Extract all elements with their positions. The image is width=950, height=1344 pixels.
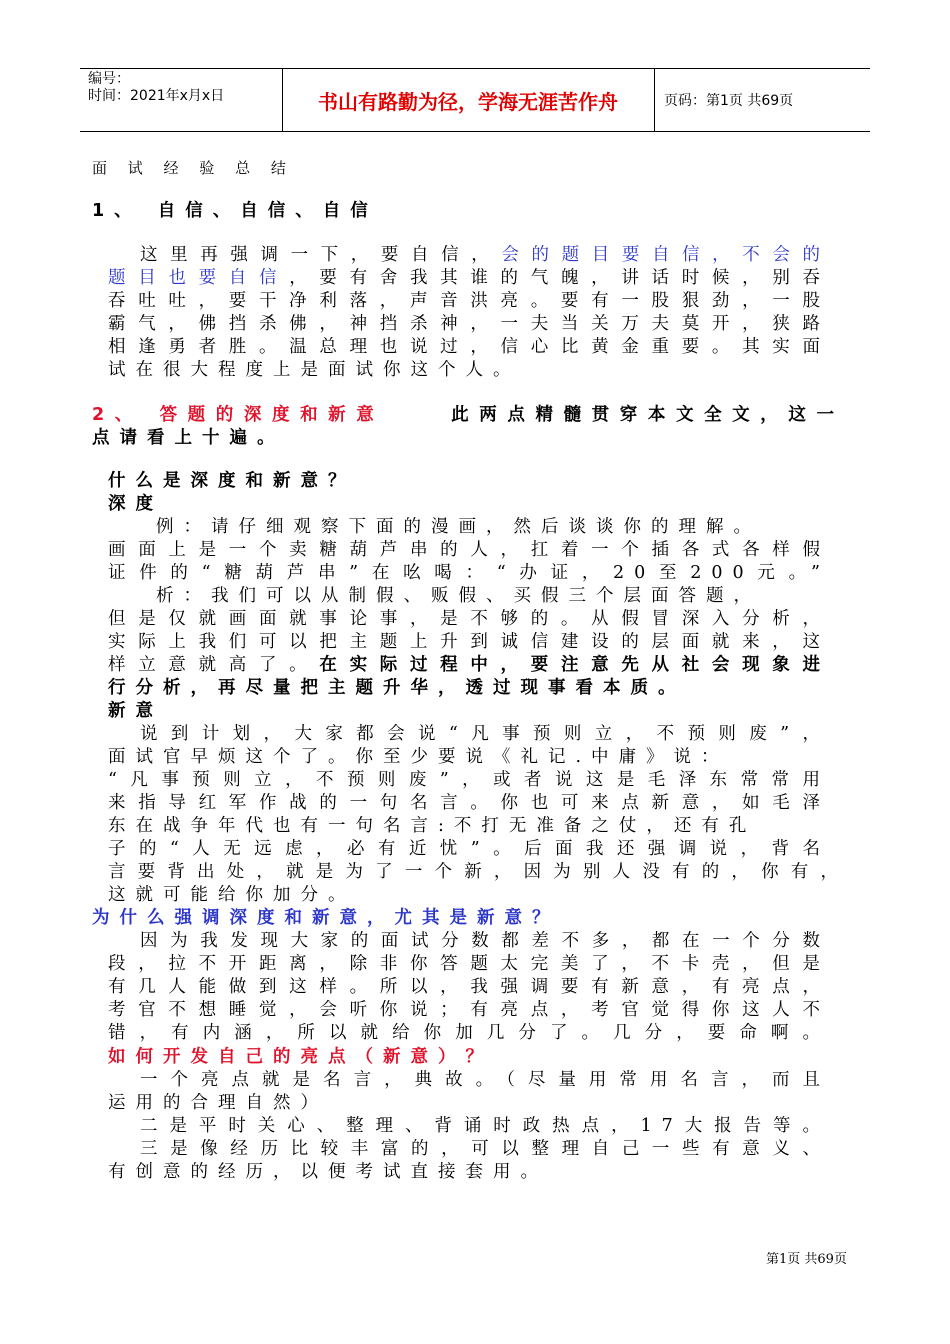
depth-line1: 例：请仔细观察下面的漫画，然后谈谈你的理解。 (156, 517, 761, 537)
section2-heading (92, 404, 844, 427)
why-line5: 错，有内涵，所以就给你加几分了。几分，要命啊。 (108, 1023, 830, 1043)
doc-title: 面 试 经 验 总 结 (92, 159, 294, 177)
header-page-info: 页码：第1页 共69页 (664, 93, 794, 109)
why-line3: 有几人能做到这样。所以，我强调要有新意，有亮点， (108, 977, 830, 997)
s1-line2 (108, 267, 830, 290)
why-line4: 考官不想睡觉，会听你说；有亮点，考官觉得你这人不 (108, 1000, 830, 1020)
s1-line3: 吞吐吐，要干净利落，声音洪亮。要有一股狠劲，一股 (108, 291, 830, 311)
depth-line6: 实际上我们可以把主题上升到诚信建设的层面就来，这 (108, 632, 830, 652)
page-footer: 第1页 共69页 (766, 1252, 847, 1267)
header-meta (88, 71, 224, 105)
new-line4: 来指导红军作战的一句名言。你也可来点新意，如毛泽 (108, 793, 830, 813)
how-line4: 三是像经历比较丰富的，可以整理自己一些有意义、 (140, 1139, 830, 1159)
question-how: 如何开发自己的亮点（新意）？ (108, 1047, 493, 1067)
depth-line4: 析：我们可以从制假、贩假、买假三个层面答题， (156, 586, 761, 606)
s1-line4: 霸气，佛挡杀佛，神挡杀神，一夫当关万夫莫开，狭路 (108, 314, 830, 334)
section2-heading-line2: 点请看上十遍。 (92, 428, 285, 448)
new-line3: “凡事预则立，不预则废”，或者说这是毛泽东常常用 (108, 770, 830, 790)
s1-highlight: 题目也要自信 (108, 268, 290, 288)
subheading-new: 新意 (108, 701, 163, 721)
section2-heading-note: 此两点精髓贯穿本文全文，这一 (451, 405, 844, 425)
subheading-depth: 深度 (108, 494, 163, 514)
how-line1: 一个亮点就是名言，典故。（尽量用常用名言，而且 (140, 1070, 830, 1090)
question-why: 为什么强调深度和新意，尤其是新意？ (92, 908, 560, 928)
why-line2: 段，拉不开距离，除非你答题太完美了，不卡壳，但是 (108, 954, 830, 974)
header-motto: 书山有路勤为径，学海无涯苦作舟 (318, 89, 618, 114)
how-line3: 二是平时关心、整理、背诵时政热点，17大报告等。 (140, 1116, 830, 1136)
s1-line1 (140, 244, 830, 267)
new-line2: 面试官早烦这个了。你至少要说《礼记.中庸》说： (108, 747, 729, 767)
depth-line8: 行分析，再尽量把主题升华，透过现事看本质。 (108, 678, 686, 698)
s1-line6: 试在很大程度上是面试你这个人。 (108, 360, 521, 380)
s1-text: 这里再强调一下，要自信， (140, 245, 502, 265)
question-what: 什么是深度和新意？ (108, 471, 356, 491)
s1-line5: 相逢勇者胜。温总理也说过，信心比黄金重要。其实面 (108, 337, 830, 357)
depth-emphasis: 在实际过程中，要注意先从社会现象进 (319, 655, 831, 675)
doc-number-label: 编号： (88, 71, 130, 87)
new-line6: 子的“人无远虑，必有近忧”。后面我还强调说，背名 (108, 839, 830, 859)
s1-text: ，要有舍我其谁的气魄，讲话时候，别吞 (289, 268, 831, 288)
depth-line3: 证件的“糖葫芦串”在吆喝：“办证，20至200元。” (108, 563, 830, 583)
depth-line7 (108, 654, 830, 677)
page-header (80, 68, 870, 132)
depth-line2: 画面上是一个卖糖葫芦串的人，扛着一个插各式各样假 (108, 540, 830, 560)
new-line5: 东在战争年代也有一句名言:不打无准备之仗，还有孔 (108, 816, 757, 836)
s1-highlight: 会的题目要自信，不会的 (501, 245, 831, 265)
depth-text: 样立意就高了。 (108, 655, 320, 675)
new-line1: 说到计划，大家都会说“凡事预则立，不预则废”， (140, 724, 830, 744)
header-divider (654, 69, 655, 131)
depth-line5: 但是仅就画面就事论事，是不够的。从假冒深入分析， (108, 609, 830, 629)
why-line1: 因为我发现大家的面试分数都差不多，都在一个分数 (140, 931, 830, 951)
new-line8: 这就可能给你加分。 (108, 885, 356, 905)
section1-heading: 1、 自信、自信、自信 (92, 201, 378, 221)
how-line2: 运用的合理自然） (108, 1093, 328, 1113)
how-line5: 有创意的经历，以便考试直接套用。 (108, 1162, 548, 1182)
section2-heading-red: 2、 答题的深度和新意 (92, 405, 385, 425)
doc-date-label: 时间：2021年x月x日 (88, 88, 225, 104)
new-line7: 言要背出处，就是为了一个新，因为别人没有的，你有， (108, 862, 848, 882)
